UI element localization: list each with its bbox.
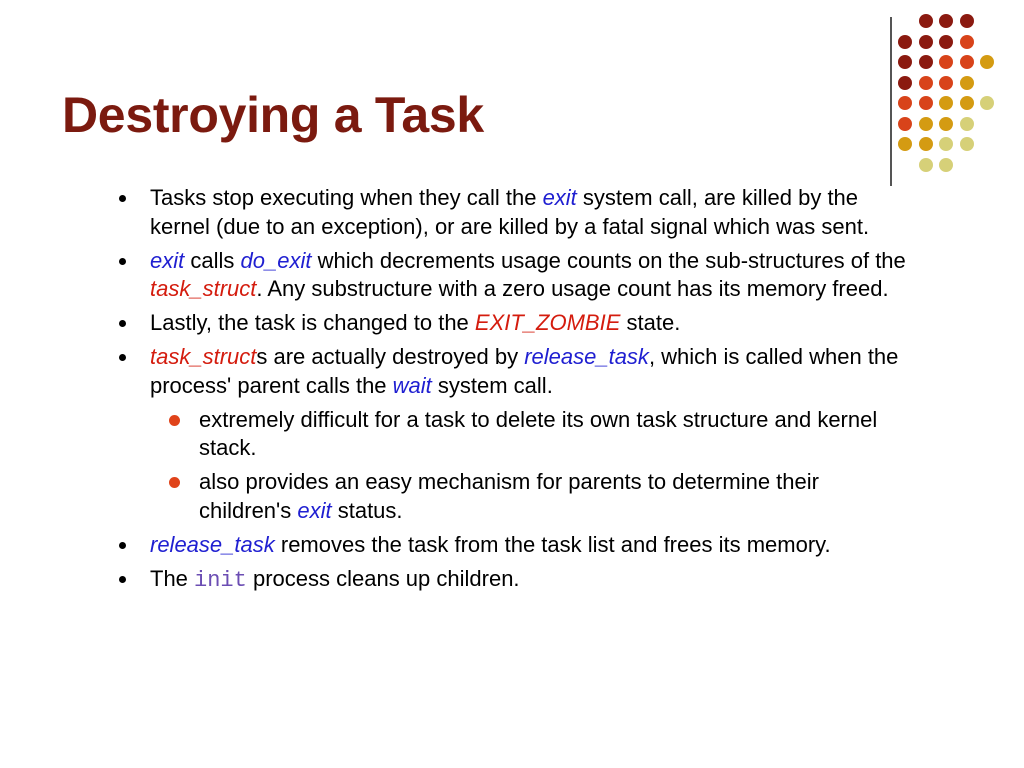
decorative-dot [960, 55, 974, 69]
bullet-text: system call, are killed by the kernel (due to an exception), or are killed by a fatal signal which was sent. [150, 185, 870, 239]
highlighted-term: exit [150, 247, 185, 273]
bullet-text: extremely difficult for a task to delete its own task structure and kernel stack. [199, 406, 878, 460]
bullet-list [110, 184, 910, 601]
bullet-text: , which is called when the process' parent calls the [150, 344, 899, 398]
decorative-dot [919, 35, 933, 49]
highlighted-term: task_struct [150, 344, 257, 369]
decorative-dot [919, 117, 933, 131]
code-term: init [194, 567, 247, 593]
decorative-dot [919, 158, 933, 172]
bullet-text: removes the task from the task list and frees its memory. [274, 531, 831, 557]
decorative-dot [919, 55, 933, 69]
bullet-text: process cleans up children. [246, 565, 520, 591]
decorative-dot [960, 35, 974, 49]
decorative-dot [960, 117, 974, 131]
bullet-dot-icon [119, 354, 126, 361]
bullet-text: . Any substructure with a zero usage count has its memory freed. [256, 276, 889, 301]
bullet-dot-icon [119, 576, 126, 583]
bullet-text: which decrements usage counts on the sub-structures of the [311, 247, 906, 273]
decorative-dot [939, 158, 953, 172]
highlighted-term: release_task [524, 344, 649, 369]
sub-bullet-item [110, 468, 910, 525]
title-divider-line [890, 17, 892, 186]
decorative-dot [919, 14, 933, 28]
decorative-dot [898, 137, 912, 151]
decorative-dot [960, 76, 974, 90]
decorative-dot [960, 14, 974, 28]
decorative-dot [939, 76, 953, 90]
decorative-dot [919, 76, 933, 90]
sub-bullet-dot-icon [169, 415, 180, 426]
bullet-text: Lastly, the task is changed to the [150, 310, 475, 335]
decorative-dot [898, 55, 912, 69]
bullet-dot-icon [119, 258, 126, 265]
decorative-dot [919, 137, 933, 151]
sub-bullet-item [110, 406, 910, 463]
decorative-dot [960, 137, 974, 151]
highlighted-term: task_struct [150, 276, 257, 301]
bullet-text: status. [331, 497, 403, 523]
highlighted-term: EXIT_ZOMBIE [474, 310, 621, 335]
highlighted-term: wait [392, 372, 432, 398]
highlighted-term: exit [542, 185, 577, 210]
decorative-dot [898, 35, 912, 49]
decorative-dot [939, 96, 953, 110]
bullet-item [110, 247, 910, 304]
bullet-item [110, 309, 910, 338]
slide-title: Destroying a Task [62, 87, 484, 143]
highlighted-term: do_exit [240, 247, 312, 273]
bullet-dot-icon [119, 195, 126, 202]
bullet-dot-icon [119, 320, 126, 327]
decorative-dot [980, 55, 994, 69]
decorative-dot [898, 76, 912, 90]
dot-grid-decoration [898, 14, 1018, 164]
bullet-text: state. [620, 310, 681, 335]
decorative-dot [898, 96, 912, 110]
decorative-dot [939, 35, 953, 49]
bullet-item [110, 184, 910, 241]
decorative-dot [919, 96, 933, 110]
bullet-text: system call. [431, 372, 553, 398]
bullet-text: The [150, 565, 195, 591]
bullet-item [110, 565, 910, 596]
bullet-dot-icon [119, 542, 126, 549]
bullet-text: Tasks stop executing when they call the [150, 185, 543, 210]
decorative-dot [960, 96, 974, 110]
decorative-dot [939, 117, 953, 131]
bullet-text: s are actually destroyed by [256, 344, 525, 369]
decorative-dot [939, 55, 953, 69]
bullet-text: calls [184, 247, 241, 273]
highlighted-term: release_task [150, 531, 275, 557]
decorative-dot [939, 14, 953, 28]
sub-bullet-dot-icon [169, 477, 180, 488]
highlighted-term: exit [297, 497, 332, 523]
decorative-dot [898, 117, 912, 131]
bullet-item [110, 531, 910, 560]
decorative-dot [939, 137, 953, 151]
bullet-text: also provides an easy mechanism for parents to determine their children's [199, 469, 819, 523]
bullet-item [110, 343, 910, 400]
decorative-dot [980, 96, 994, 110]
